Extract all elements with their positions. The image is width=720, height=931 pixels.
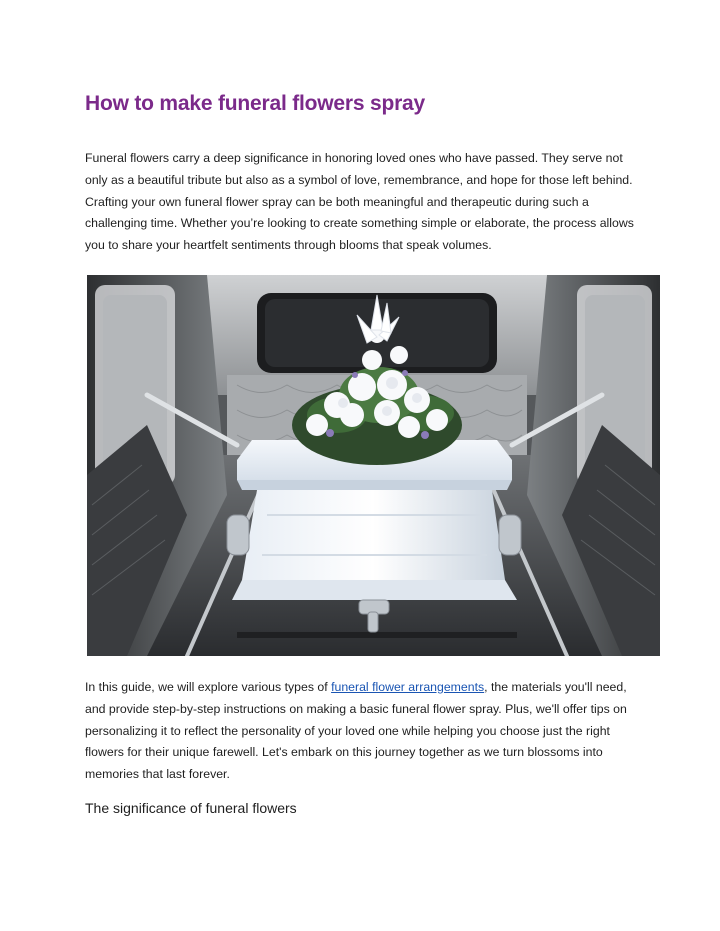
guide-text-after-link: , the materials you'll need, and provide step-by-step instructions on making a basic funeral flower spray. Plus, we'll offer tips on personalizing it to reflect the personality of your loved one while helping you choose just the right flowers for their unique farewell. Let's embark on this journey together as we turn blossoms into memories that last forever. xyxy=(85,680,627,782)
guide-paragraph xyxy=(85,677,637,786)
page-title: How to make funeral flowers spray xyxy=(85,92,426,115)
funeral-flower-arrangements-link[interactable]: funeral flower arrangements xyxy=(331,680,485,694)
section-heading: The significance of funeral flowers xyxy=(85,800,297,816)
hearse-casket-photo xyxy=(87,275,660,656)
intro-paragraph: Funeral flowers carry a deep significance in honoring loved ones who have passed. They serve not only as a beautiful tribute but also as a symbol of love, remembrance, and hope for those left behind. Crafting your own funeral flower spray can be both meaningful and therapeutic during such a challenging time. Whether you’re looking to create something simple or elaborate, the process allows you to share your heartfelt sentiments through blooms that speak volumes. xyxy=(85,151,634,253)
guide-text-before-link: In this guide, we will explore various types of xyxy=(85,680,332,694)
